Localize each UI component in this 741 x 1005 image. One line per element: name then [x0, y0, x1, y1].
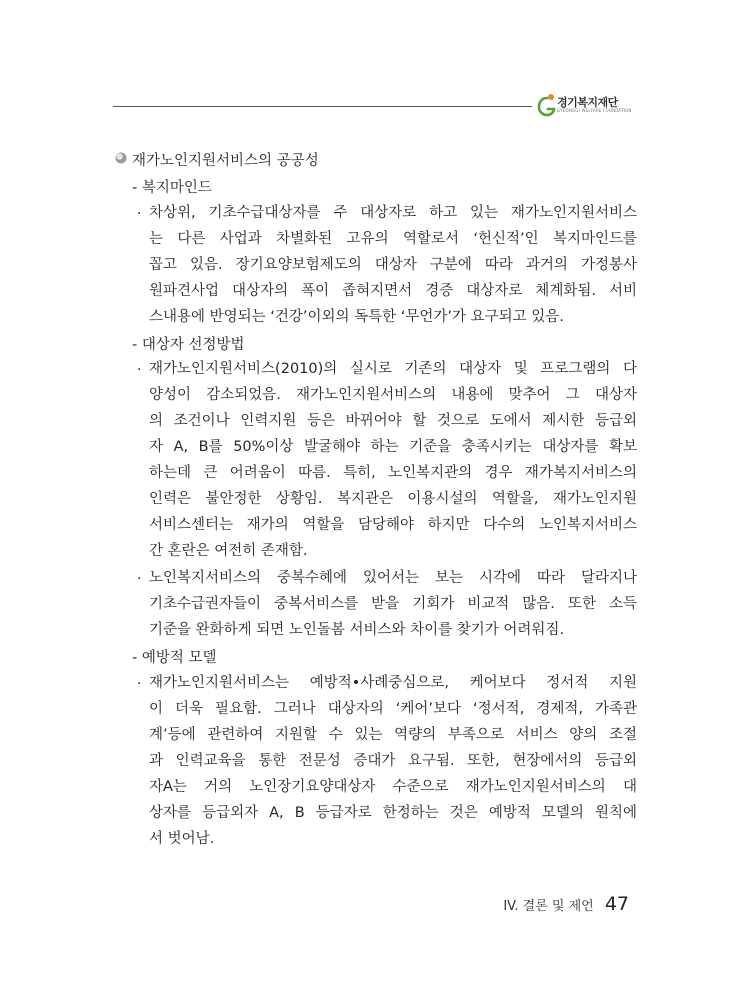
paragraph-line: 서 벗어남. [149, 831, 215, 847]
paragraph-bullet: · [137, 676, 142, 692]
section-bullet-icon [114, 151, 128, 165]
paragraph-line: 자A는 거의 노인장기요양대상자 수준으로 재가노인지원서비스의 대 [149, 779, 637, 795]
paragraph-line: 서비스센터는 재가의 역할을 담당해야 하지만 다수의 노인복지서비스 [149, 517, 637, 533]
paragraph-line: 양성이 감소되었음. 재가노인지원서비스의 내용에 맞추어 그 대상자 [149, 387, 637, 403]
paragraph-line: 이 더욱 필요함. 그러나 대상자의 ‘케어’보다 ‘정서적, 경제적, 가족관 [149, 701, 637, 717]
paragraph-line: 꼽고 있음. 장기요양보험제도의 대상자 구분에 따라 과거의 가정봉사 [149, 257, 637, 273]
section-title-text: 재가노인지원서비스의 공공성 [132, 153, 319, 169]
paragraph-bullet: · [137, 571, 142, 587]
paragraph-line: 재가노인지원서비스(2010)의 실시로 기존의 대상자 및 프로그램의 다 [149, 361, 637, 377]
paragraph-line: 계’등에 관련하여 지원할 수 있는 역량의 부족으로 서비스 양의 조절 [149, 727, 637, 743]
foundation-logo [537, 92, 647, 118]
paragraph-line: 하는데 큰 어려움이 따름. 특히, 노인복지관의 경우 재가복지서비스의 [149, 465, 637, 481]
subsection-heading-selection: - 대상자 선정방법 [132, 337, 245, 353]
paragraph-line: 는 다른 사업과 차별화된 고유의 역할로서 ‘헌신적’인 복지마인드를 [149, 231, 637, 247]
paragraph-line: 차상위, 기초수급대상자를 주 대상자로 하고 있는 재가노인지원서비스 [149, 205, 637, 221]
paragraph-line: 자 A, B를 50%이상 발굴해야 하는 기준을 충족시키는 대상자를 확보 [149, 439, 637, 455]
foundation-name: 경기복지재단 [557, 96, 618, 109]
footer-chapter: IV. 결론 및 제언 [503, 899, 594, 914]
subsection-heading-preventive: - 예방적 모델 [132, 650, 217, 666]
paragraph-bullet: · [137, 206, 142, 222]
foundation-subtitle: GYEONGGI WELFARE FOUNDATION [557, 108, 632, 113]
header-rule [113, 106, 532, 107]
paragraph-line: 간 혼란은 여전히 존재함. [149, 543, 308, 559]
paragraph-line: 재가노인지원서비스는 예방적•사례중심으로, 케어보다 정서적 지원 [149, 675, 637, 691]
paragraph-line: 인력은 불안정한 상황임. 복지관은 이용시설의 역할을, 재가노인지원 [149, 491, 637, 507]
section-title [114, 149, 319, 170]
paragraph-line: 스내용에 반영되는 ‘건강’이외의 독특한 ‘무언가’가 요구되고 있음. [149, 309, 564, 325]
foundation-logo-icon [537, 92, 557, 118]
paragraph-line: 기초수급권자들이 중복서비스를 받을 기회가 비교적 많음. 또한 소득 [149, 596, 637, 612]
page-footer [503, 893, 629, 915]
paragraph-line: 의 조건이나 인력지원 등은 바뀌어야 할 것으로 도에서 제시한 등급외 [149, 413, 637, 429]
subsection-heading-welfare-mind: - 복지마인드 [132, 180, 212, 196]
paragraph-line: 상자를 등급외자 A, B 등급자로 한정하는 것은 예방적 모델의 원칙에 [149, 805, 637, 821]
paragraph-line: 기준을 완화하게 되면 노인돌봄 서비스와 차이를 찾기가 어려워짐. [149, 622, 565, 638]
paragraph-line: 노인복지서비스의 중복수혜에 있어서는 보는 시각에 따라 달라지나 [149, 570, 637, 586]
paragraph-bullet: · [137, 362, 142, 378]
paragraph-line: 원파견사업 대상자의 폭이 좁혀지면서 경증 대상자로 체계화됨. 서비 [149, 283, 637, 299]
page-number: 47 [604, 893, 629, 915]
paragraph-line: 과 인력교육을 통한 전문성 증대가 요구됨. 또한, 현장에서의 등급외 [149, 753, 637, 769]
